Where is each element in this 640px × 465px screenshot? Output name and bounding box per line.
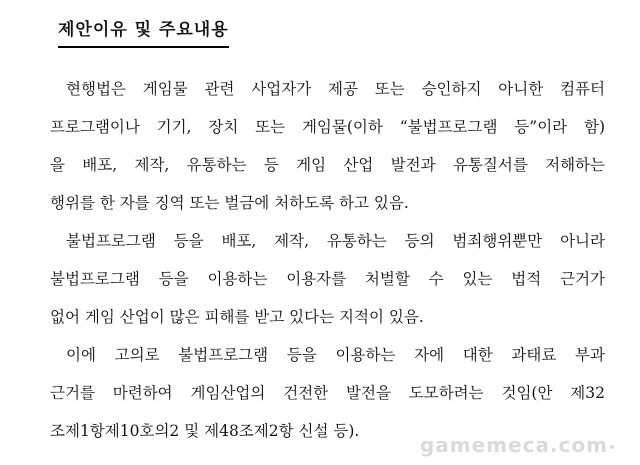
- paragraph-line: 불법프로그램 등을 이용하는 이용자를 처벌할 수 있는 법적 근거가: [50, 270, 605, 288]
- paragraph-line: 이에 고의로 불법프로그램 등을 이용하는 자에 대한 과태료 부과: [66, 346, 605, 364]
- paragraph-line: 프로그램이나 기기, 장치 또는 게임물(이하 “불법프로그램 등”이라 함): [50, 118, 605, 136]
- section-title: 제안이유 및 주요내용: [58, 18, 229, 48]
- body-text: [50, 70, 605, 450]
- paragraph-line: 행위를 한 자를 징역 또는 벌금에 처하도록 하고 있음.: [50, 194, 409, 212]
- watermark: [420, 433, 614, 457]
- paragraph-line: 조제1항제10호의2 및 제48조제2항 신설 등).: [50, 422, 360, 440]
- watermark-dot-icon: [610, 445, 614, 449]
- watermark-text: gamemeca.com: [419, 433, 608, 457]
- paragraph-current-law: [50, 70, 605, 222]
- paragraph-problem: [50, 222, 605, 336]
- paragraph-line: 현행법은 게임물 관련 사업자가 제공 또는 승인하지 아니한 컴퓨터: [66, 80, 605, 98]
- paragraph-line: 근거를 마련하여 게임산업의 건전한 발전을 도모하려는 것임(안 제32: [50, 384, 605, 402]
- paragraph-line: 없어 게임 산업이 많은 피해를 받고 있다는 지적이 있음.: [50, 308, 424, 326]
- paragraph-line: 을 배포, 제작, 유통하는 등 게임 산업 발전과 유통질서를 저해하는: [50, 156, 605, 174]
- paragraph-line: 불법프로그램 등을 배포, 제작, 유통하는 등의 범죄행위뿐만 아니라: [66, 232, 605, 250]
